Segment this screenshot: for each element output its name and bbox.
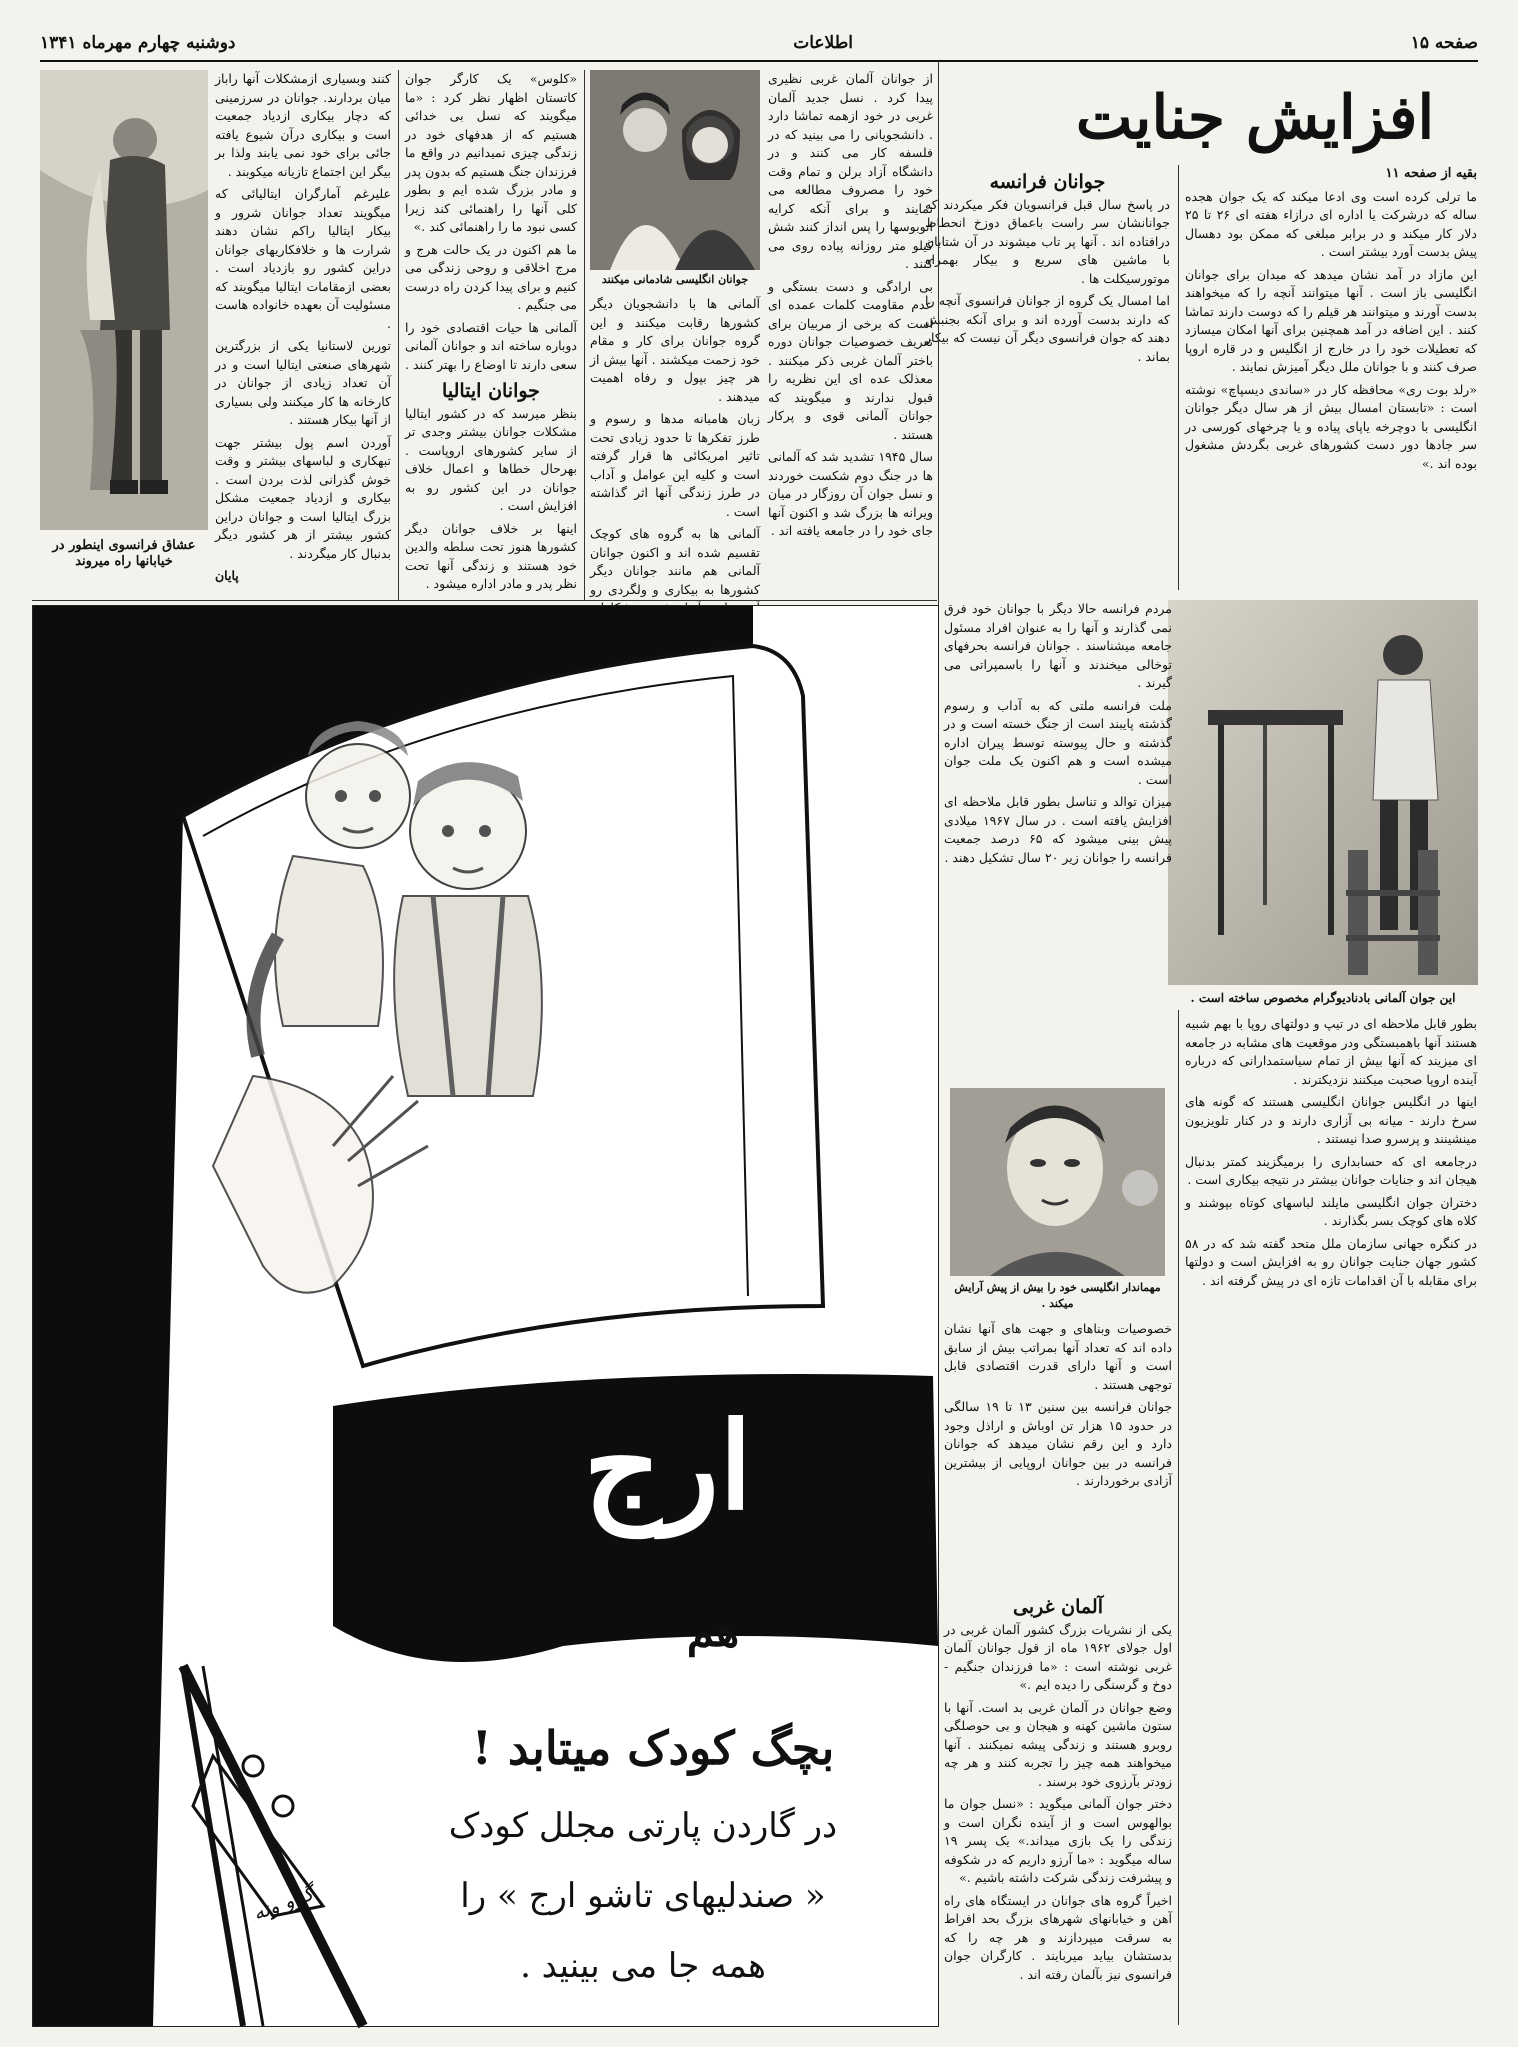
germany-paragraph: اخیراً گروه های جوانان در ایستگاه های راه آهن و خیابانهای شهرهای بزرگ بحد افراط به سرقت میپردازند و هر چه را که بدستشان بیاید میربایند . کارگران جوان فرانسوی نیز بآلمان رفته اند . [944, 1892, 1172, 1982]
ad-brand-name: ارج [583, 1396, 753, 1537]
west-germany-column [944, 1590, 1172, 2025]
france-heading: جوانان فرانسه [989, 171, 1106, 193]
crime-paragraph: ما ترلی کرده است وی ادعا میکند که یک جوان هجده ساله که درشرکت یا اداره ای درازاء هفته ای ۲۶ تا ۲۵ دلار کار میکند و در برابر مبلغی که ممکن بود دهسال پیش بدست آورد بیشتر است . [1185, 188, 1478, 259]
center-paragraph: خصوصیات وبناهای و جهت های آنها نشان داده اند که تعداد آنها بمراتب بیش از سابق است و آنها دارای قدرت اقتصادی قابل توجهی هستند . [944, 1321, 1172, 1392]
center-paragraph: جوانان فرانسه بین سنین ۱۳ تا ۱۹ سالگی در حدود ۱۵ هزار تن اوباش و اراذل وجود دارد و این رقم نشان میدهد که جوانان فرانسه در بین جوانان اروپایی از بیشترین آزادی برخوردارند . [944, 1399, 1173, 1488]
ad-slogan: بچگ کودک میتابد ! [471, 1721, 835, 1775]
issue-date: دوشنبه چهارم مهرماه ۱۳۴۱ [40, 33, 236, 53]
italy-paragraph: اینها بر خلاف جوانان دیگر کشورها هنوز تحت سلطه والدین خود هستند و زندگی آنها تحت نظر پدر و مادر اداره میشود . [405, 520, 577, 591]
crime-paragraph: اینها در انگلیس جوانان انگلیسی هستند که گونه های سرخ دارند - میانه بی آزاری دارند و در کنار تلویزیون مینشینند و پرسرو صدا نیستند . [1185, 1094, 1477, 1146]
france-paragraph: در پاسخ سال قبل فرانسویان فکر میکردند که جوانانشان سر راست باعماق دوزخ انحطاط درافتاده اند . آنها پر تاب میشوند در آن شتابان با ماشین های سریع و بیکار بهمراه موتورسیکلت ها . [925, 196, 1170, 286]
germany-paragraph: زبان هامبانه مدها و رسوم و طرز تفکرها تا حدود زیادی تحت تاثیر امریکائی ها قرار گرفته است و کلیه این عوامل و آداب در طرز زندگی آنها اثر گذاشته است . [590, 411, 760, 519]
center-paragraph: میزان توالد و تناسل بطور قابل ملاحظه ای افزایش یافته است . در سال ۱۹۶۷ میلادی پیش بینی میشود که ۶۵ درصد جمعیت فرانسه را جوانان زیر ۲۰ سال تشکیل دهند . [944, 794, 1172, 865]
italy-paragraph: کنند وبسیاری ازمشکلات آنها راباز میان بردارند. جوانان در سرزمینی که دچار بیکاری ازدیاد جمعیت است و بیکاری درآن شیوع یافته جائی برای خود نمی یابند ولذا بر بیگر این اجتماع تازیانه میکوبند . [215, 71, 391, 179]
stewardess-photo [950, 1088, 1165, 1276]
france-column [925, 165, 1170, 595]
stewardess-caption: مهماندار انگلیسی خود را بیش از پیش آرایش میکند . [954, 1281, 1161, 1310]
continued-note: بقیه از صفحه ۱۱ [1385, 166, 1477, 181]
column-divider [398, 70, 399, 600]
page-number: صفحه ۱۵ [1410, 33, 1478, 53]
germany-paragraph: وضع جوانان در آلمان غربی بد است. آنها با ستون ماشین کهنه و هیجان و بی حوصلگی روبرو هستند و زندگی پیشه نمیکنند . آنها میخواهند همه چیز را تجربه کنند و هر چه زودتر بآرزوی خود برسند . [944, 1699, 1172, 1789]
masthead-rule [40, 60, 1478, 62]
italy-paragraph: «کلوس» یک کارگر جوان کاتستان اظهار نظر کرد : «ما میگویند که نسل بی خدائی هستیم که از هدفهای خود در زندگی چیزی نمیدانیم در واقع ما فرزندان جنگ هستیم که بدون پدر و مادر بزرگ شده ایم و بطور کلی آنها را راهنمائی کند زیرا کسی نبود ما را راهنمائی کند .» [405, 71, 577, 234]
section-divider [32, 600, 937, 601]
germany-paragraph: دختر جوان آلمانی میگوید : «نسل جوان ما بوالهوس است و از آینده نگران است و زندگی را یک بازی میداند.» یک پسر ۱۹ ساله میگوید : «ما آرزو داریم که در شکوفه و پیشرفت زندگی شرکت داشته باشیم .» [944, 1796, 1172, 1885]
article-headline: افزایش جنایت [1075, 83, 1435, 153]
crime-column-2 [1185, 1015, 1477, 2025]
crime-paragraph: بطور قابل ملاحظه ای در تیپ و دولتهای روپا با بهم شبیه هستند آنها باهمبستگی ودر موقعیت های مشابه در جامعه ای میزیند که آنها بیش از تمام سیاستمدارانی که درباره آینده اروپا صحبت میکنند نزدیکترند . [1185, 1016, 1477, 1087]
france-paragraph: اما امسال یک گروه از جوانان فرانسوی آنچه را که دارند بدست آورده اند و برای آنکه بجنبش دهند که جوان فرانسوی دیگر آن نیست که بیکار بماند . [925, 293, 1170, 364]
crime-paragraph: این مازاد در آمد نشان میدهد که میدان برای جوانان انگلیسی باز است . آنها میتوانند آنچه را که میخواهند بدست آورند و میتوانند هر قیلم را که دوست دارند تماشا کنند . این اضافه در آمد همچنین برای آنها امکان میسازد که تعطیلات خود را در خارج از انگلیس و در قاره اروپا صرف کنند و با جوانان ملل دیگر آمیزش نمایند . [1185, 266, 1477, 374]
ad-artist-signature: گرو ونه [249, 1881, 317, 1925]
center-paragraph: مردم فرانسه حالا دیگر با جوانان خود فرق نمی گذارند و آنها را به عنوان افراد مسئول جامعه میشناسند . جوانان فرانسه بحرفهای توخالی میخندند و آنها را باسمپراتی می گیرند . [944, 601, 1172, 690]
column-divider [584, 70, 585, 600]
ad-line-3: همه جا می بینید . [520, 1946, 766, 1986]
masthead [40, 30, 1478, 56]
english-youth-photo [590, 70, 760, 270]
west-germany-heading: آلمان غربی [1013, 1596, 1103, 1618]
germany-paragraph: آلمانی ها به گروه های کوچک تقسیم شده اند و اکنون جوانان آلمانی هم مانند جوانان دیگر کشورها به بیکاری و ولگردی رو [590, 526, 760, 597]
young-man-caption: این جوان آلمانی بادنادیوگرام مخصوص ساخته است . [1190, 991, 1456, 1005]
crime-paragraph: «رلد بوت ری» محافظه کار در «ساندی دیسپاچ» نوشته است : «تابستان امسال بیش از هر سال دیگر جوانان انگلیسی با دوچرخه یاپای پیاده و یا چرخهای کورسی در سر جادها دور دست کشورهای غربی بگردش مشغول بوده اند .» [1185, 381, 1477, 471]
center-column-2 [944, 1320, 1172, 1582]
column-divider [1178, 165, 1179, 590]
young-man-photo [1168, 600, 1478, 985]
italy-paragraph: آوردن اسم پول بیشتر جهت تبهکاری و لباسهای بیشتر و وقت خوش گذرانی لذت بردن است . بیکاری و ازدیاد جمعیت مشکل بزرگ ایتالیا است و جوانان دراین کشور بیشتر از هر کشور دیگر بدنبال کار میگردند . [215, 434, 391, 561]
italy-paragraph: ما هم اکنون در یک حالت هرج و مرج اخلاقی و روحی زندگی می کنیم و برای پیدا کردن راه درست می جنگیم . [405, 241, 577, 312]
arj-chair-advertisement [32, 605, 939, 2027]
italy-paragraph: آلمانی ها حیات اقتصادی خود را دوباره ساخته اند و جوانان آلمانی سعی دارند تا اوضاع را بهتر کنند . [405, 319, 577, 372]
italy-paragraph: علیرغم آمارگران ایتالیائی که میگویند تعداد جوانان شرور و بیکار ایتالیا راکم نشان دهند شرارت ها و خلافکاریهای جوانان دراین کشور رو بازدیاد است . بعضی ازمقامات ایتالیا میگویند که مسئولیت آن بعهده خانواده هاست . [215, 186, 391, 331]
italy-column [405, 70, 577, 600]
english-youth-caption: جوانان انگلیسی شادمانی میکنند [601, 273, 749, 286]
germany-paragraph: یکی از نشریات بزرگ کشور آلمان غربی در اول جولای ۱۹۶۲ ماه از قول جوانان آلمان غربی نوشته است : «ما فرزندان جنگیم - دوخ و گرسنگی را دیده ایم .» [944, 1621, 1172, 1692]
french-lovers-photo [40, 70, 208, 530]
italy-paragraph: تورین لاستانیا یکی از بزرگترین شهرهای صنعتی ایتالیا است و در آن تعداد زیادی از جوانان در کارخانه ها کار میکنند ولی بسیاری از آنها بیکار هستند . [215, 338, 391, 427]
ad-line-2: « صندلیهای تاشو ارج » را [460, 1876, 826, 1916]
italy-paragraph: بنظر میرسد که در کشور ایتالیا مشکلات جوانان بیشتر وجدی تر از سایر کشورهای اروپاست . بهرحال خطاها و اعمال خلاف جوانان در این کشور رو به افزایش است . [405, 405, 577, 513]
column-divider [1178, 1010, 1179, 2025]
germany-paragraph: از جوانان آلمان غربی نظیری پیدا کرد . نسل جدید آلمان غربی در خود ازهمه تماشا دارد . دانشجویانی را می بینید که در فلسفه کار می کنند و در دانشگاه آزاد برلن و تمام وقت خود را مصروف مطالعه می نمایند و برای آنکه کرایه اتوبوسها را پس انداز کنند شش کیلو متر روزانه پیاده روی می کنند . [768, 71, 933, 271]
germany-column-2 [590, 295, 760, 600]
italy-far-column [215, 70, 391, 600]
crime-paragraph: درجامعه ای که حسابداری را برمیگزیند کمتر بدنبال هیجان اند و جنایات جوانان بیشتر در نتیجه بیکاری است . [1185, 1153, 1477, 1187]
center-column [944, 600, 1172, 1080]
germany-paragraph: آلمانی ها با دانشجویان دیگر کشورها رقابت میکنند و این گروه جوانان برای کار و مقام خود زحمت میکشند . آنها بیش از هر چیز بپول و رفاه اهمیت میدهند . [590, 296, 760, 404]
germany-top-column [768, 70, 933, 600]
crime-paragraph: دختران جوان انگلیسی مایلند لباسهای کوتاه بپوشند و کلاه های کوچک بسر بگذارند . [1185, 1194, 1477, 1228]
germany-paragraph: بی ارادگی و دست بستگی و عدم مقاومت کلمات عمده ای است که برخی از مربیان برای تعریف خصوصیات جوانان دوره باختر آلمان غربی ذکر میکنند . معذلک عده ای این نظریه را قبول ندارند و میگویند که جوانان آلمانی قوی و پرکار هستند . [768, 278, 933, 442]
ad-line-1: در گاردن پارتی مجلل کودک [448, 1806, 838, 1846]
article-end: پایان [215, 568, 239, 583]
germany-paragraph: سال ۱۹۴۵ تشدید شد که آلمانی ها در جنگ دوم شکست خوردند و نسل جوان آن روزگار در میان ویرانه ها بزرگ شد و اکنون آنها جای خود را در جامعه یافته اند . [768, 449, 934, 538]
center-paragraph: ملت فرانسه ملتی که به آداب و رسوم گذشته پایبند است از جنگ خسته است و در گذشته و حال پیوسته توسط پیران اداره میشده است و هم اکنون یک ملت جوان است . [944, 697, 1172, 787]
french-lovers-caption: عشاق فرانسوی اینطور در خیابانها راه میروند [52, 538, 196, 569]
crime-paragraph: در کنگره جهانی سازمان ملل متحد گفته شد که در ۵۸ کشور جهان جنایت جوانان رو به افزایش است و دولتها برای مقابله با آن اقدامات تازه ای در پیش گرفته اند . [1185, 1235, 1477, 1288]
ad-also: هم [686, 1606, 740, 1657]
newspaper-name: اطلاعات [793, 33, 853, 53]
italy-heading: جوانان ایتالیا [442, 380, 540, 402]
